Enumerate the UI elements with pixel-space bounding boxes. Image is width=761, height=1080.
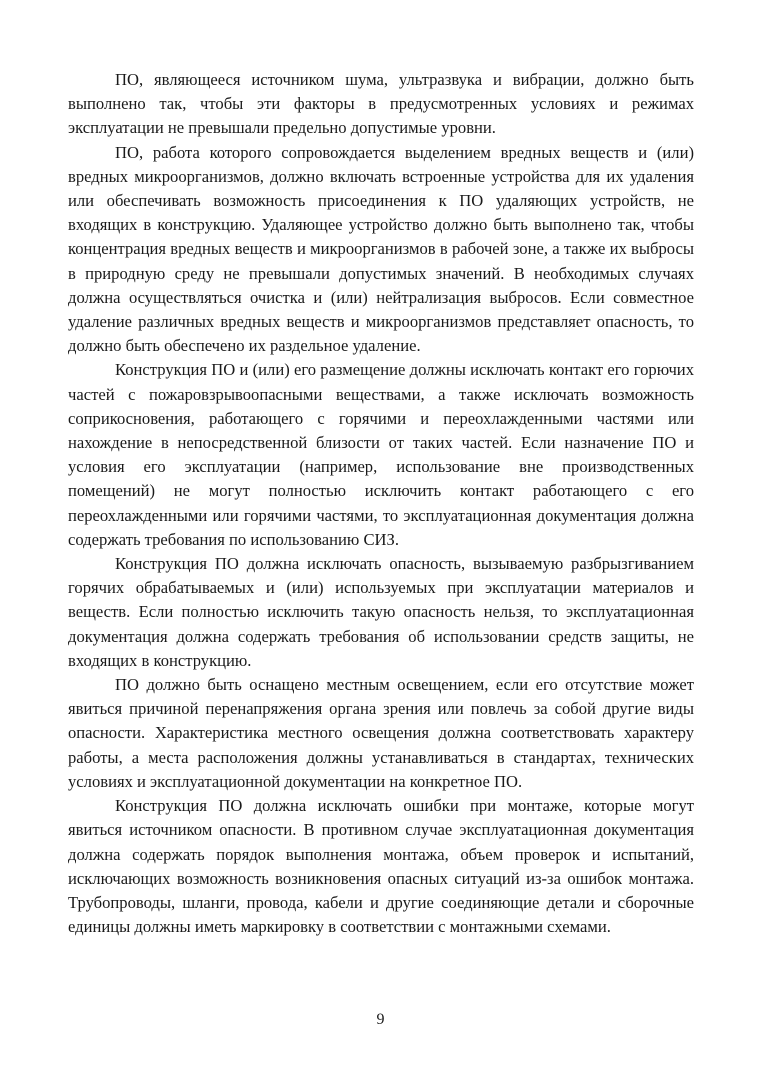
paragraph-splashing: Конструкция ПО должна исключать опасность, вызываемую разбрызгиванием горячих обрабатываемых и (или) используемых при эксплуатации материалов и веществ. Если полностью исключить такую опасность нельзя, то эксплуатационная документация должна содержать требования об использовании средств защиты, не входящих в конструкцию. (68, 554, 694, 670)
paragraph-local-lighting: ПО должно быть оснащено местным освещением, если его отсутствие может явиться причиной перенапряжения органа зрения или повлечь за собой другие виды опасности. Характеристика местного освещения должна соответствовать характеру работы, а места расположения должны устанавливаться в стандартах, технических условиях и эксплуатационной документации на конкретное ПО. (68, 675, 694, 791)
body-text (68, 68, 694, 939)
paragraph-noise-vibration: ПО, являющееся источником шума, ультразвука и вибрации, должно быть выполнено так, чтобы эти факторы в предусмотренных условиях и режимах эксплуатации не превышали предельно допустимые уровни. (68, 70, 694, 138)
page-number: 9 (376, 1011, 385, 1028)
paragraph-harmful-substances: ПО, работа которого сопровождается выделением вредных веществ и (или) вредных микроорганизмов, должно включать встроенные устройства для их удаления или обеспечивать возможность присоединения к ПО удаляющих устройств, не входящих в конструкцию. Удаляющее устройство должно быть выполнено так, чтобы концентрация вредных веществ и микроорганизмов в рабочей зоне, а также их выбросы в природную среду не превышали допустимых значений. В необходимых случаях должна осуществляться очистка и (или) нейтрализация выбросов. Если совместное удаление различных вредных веществ и микроорганизмов представляет опасность, то должно быть обеспечено их раздельное удаление. (68, 142, 694, 356)
paragraph-hot-cold-parts: Конструкция ПО и (или) его размещение должны исключать контакт его горючих частей с пожаровзрывоопасными веществами, а также исключать возможность соприкосновения, работающего с горячими и переохлажденными частями или нахождение в непосредственной близости от таких частей. Если назначение ПО и условия его эксплуатации (например, использование вне производственных помещений) не могут полностью исключить контакт работающего с его переохлажденными или горячими частями, то эксплуатационная документация должна содержать требования по использованию СИЗ. (68, 360, 694, 549)
paragraph-assembly-errors: Конструкция ПО должна исключать ошибки при монтаже, которые могут явиться источником опасности. В противном случае эксплуатационная документация должна содержать порядок выполнения монтажа, объем проверок и испытаний, исключающих возможность возникновения опасных ситуаций из-за ошибок монтажа. Трубопроводы, шланги, провода, кабели и другие соединяющие детали и сборочные единицы должны иметь маркировку в соответствии с монтажными схемами. (68, 796, 694, 937)
